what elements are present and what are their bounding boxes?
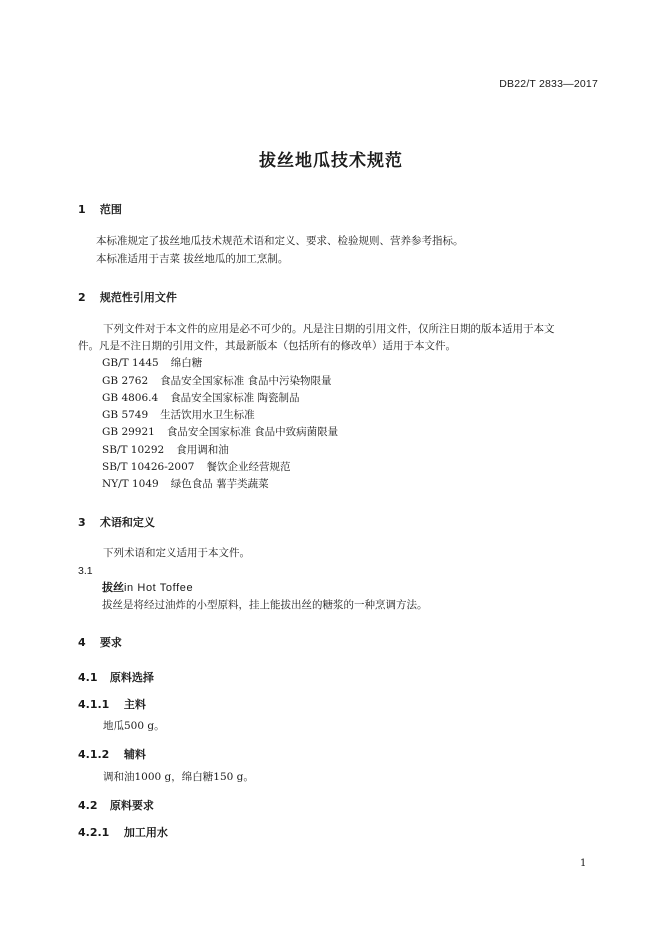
subsection-4-1-1-heading (78, 696, 146, 712)
reference-code: GB 5749 (102, 409, 149, 421)
paragraph: 下列术语和定义适用于本文件。 (103, 547, 250, 559)
reference-name: 食品安全国家标准 陶瓷制品 (170, 392, 300, 404)
reference-name: 绵白糖 (170, 357, 203, 369)
section-title: 辅料 (123, 748, 146, 761)
section-number: 1 (78, 203, 86, 216)
term-definition: 拔丝是将经过油炸的小型原料，挂上能拔出丝的糖浆的一种烹调方法。 (102, 599, 428, 611)
reference-name: 生活饮用水卫生标准 (160, 409, 255, 421)
section-number: 2 (78, 291, 86, 304)
reference-item (102, 358, 202, 369)
reference-item (102, 393, 300, 404)
reference-code: NY/T 1049 (102, 478, 159, 490)
reference-code: SB/T 10426-2007 (102, 461, 195, 473)
document-code: DB22/T 2833—2017 (499, 78, 598, 90)
section-number: 4.2 (78, 799, 98, 812)
section-title: 范围 (99, 203, 122, 216)
reference-item (102, 410, 255, 421)
subsection-4-1-2-heading (78, 746, 146, 762)
subsection-4-1-heading (78, 669, 154, 685)
reference-code: GB 2762 (102, 375, 149, 387)
reference-name: 食品安全国家标准 食品中污染物限量 (160, 375, 332, 387)
reference-item (102, 479, 269, 490)
reference-name: 食用调和油 (176, 444, 229, 456)
term-english: in Hot Toffee (124, 582, 194, 594)
section-1-heading (78, 201, 122, 217)
reference-code: GB/T 1445 (102, 357, 159, 369)
subsection-4-2-heading (78, 797, 154, 813)
section-3-heading (78, 514, 155, 530)
paragraph: 本标准规定了拔丝地瓜技术规范术语和定义、要求、检验规则、营养参考指标。 (96, 235, 464, 247)
section-title: 主料 (123, 698, 146, 711)
reference-code: GB 4806.4 (102, 392, 159, 404)
section-title: 原料要求 (109, 799, 154, 812)
paragraph: 下列文件对于本文件的应用是必不可少的。凡是注日期的引用文件，仅所注日期的版本适用于本文 (103, 323, 555, 335)
document-title: 拔丝地瓜技术规范 (259, 151, 403, 171)
reference-name: 绿色食品 薯芋类蔬菜 (170, 478, 269, 490)
section-number: 4.2.1 (78, 826, 110, 839)
reference-item (102, 462, 290, 473)
paragraph: 地瓜500 g。 (103, 720, 165, 732)
subsection-4-2-1-heading (78, 824, 168, 840)
section-4-heading (78, 634, 122, 650)
section-title: 加工用水 (123, 826, 168, 839)
section-title: 原料选择 (109, 671, 154, 684)
term-entry (102, 582, 193, 594)
paragraph: 本标准适用于吉菜 拔丝地瓜的加工烹制。 (96, 253, 289, 265)
section-number: 4.1.2 (78, 748, 110, 761)
paragraph: 调和油1000 g，绵白糖150 g。 (103, 771, 254, 783)
reference-code: GB 29921 (102, 426, 155, 438)
reference-name: 餐饮企业经营规范 (206, 461, 291, 473)
section-number: 4.1.1 (78, 698, 110, 711)
reference-item (102, 427, 338, 438)
term-chinese: 拔丝 (102, 581, 124, 594)
term-number: 3.1 (78, 565, 93, 577)
section-title: 术语和定义 (99, 516, 155, 529)
reference-name: 食品安全国家标准 食品中致病菌限量 (166, 426, 339, 438)
section-2-heading (78, 289, 177, 305)
section-title: 要求 (99, 636, 122, 649)
section-number: 4.1 (78, 671, 98, 684)
reference-item (102, 445, 229, 456)
page-number: 1 (580, 858, 587, 869)
section-number: 3 (78, 516, 86, 529)
reference-item (102, 376, 332, 387)
section-title: 规范性引用文件 (99, 291, 177, 304)
reference-code: SB/T 10292 (102, 444, 165, 456)
section-number: 4 (78, 636, 86, 649)
paragraph-continuation: 件。凡是不注日期的引用文件，其最新版本（包括所有的修改单）适用于本文件。 (78, 340, 456, 352)
